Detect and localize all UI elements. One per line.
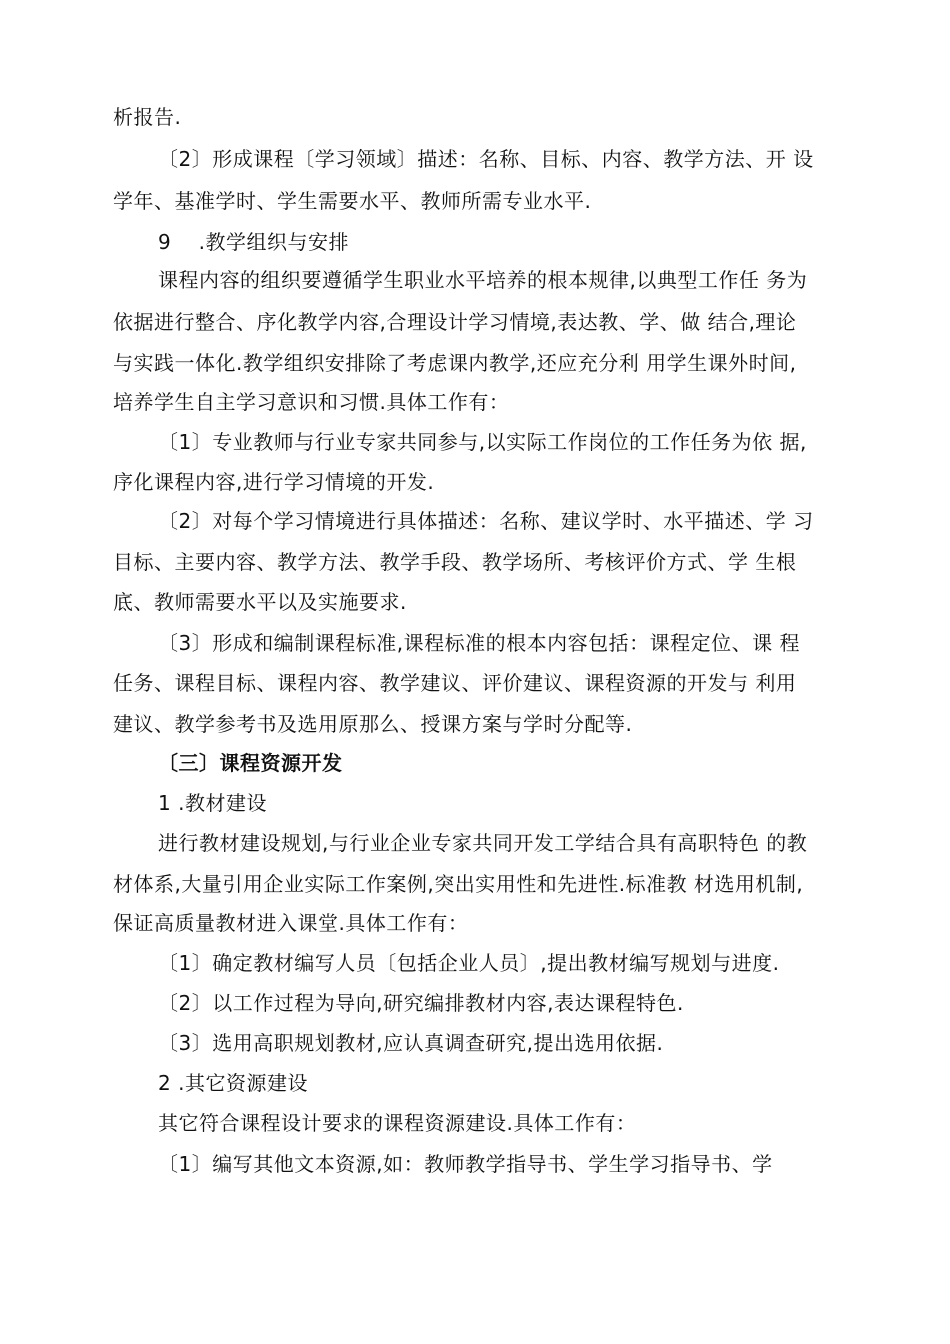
text-line: 〔1〕确定教材编写人员〔包括企业人员〕,提出教材编写规划与进度. — [158, 951, 780, 975]
text-line: 序化课程内容,进行学习情境的开发. — [113, 470, 435, 494]
text-line: 培养学生自主学习意识和习惯.具体工作有： — [113, 390, 510, 414]
section-heading: 1 .教材建设 — [158, 791, 267, 815]
text-line: 析报告. — [113, 105, 182, 129]
text-line: 任务、课程目标、课程内容、教学建议、评价建议、课程资源的开发与 利用 — [113, 671, 797, 695]
text-line: 学年、基准学时、学生需要水平、教师所需专业水平. — [113, 189, 592, 213]
text-line: 〔1〕编写其他文本资源,如：教师教学指导书、学生学习指导书、学 — [158, 1152, 773, 1176]
text-line: 目标、主要内容、教学方法、教学手段、教学场所、考核评价方式、学 生根 — [113, 550, 797, 574]
text-line: 〔2〕形成课程〔学习领域〕描述：名称、目标、内容、教学方法、开 设 — [158, 147, 814, 171]
section-heading: 〔三〕课程资源开发 — [158, 751, 343, 775]
text-line: 底、教师需要水平以及实施要求. — [113, 590, 407, 614]
text-line: 与实践一体化.教学组织安排除了考虑课内教学,还应充分利 用学生课外时间, — [113, 351, 797, 375]
text-line: 建议、教学参考书及选用原那么、授课方案与学时分配等. — [113, 712, 633, 736]
text-line: 〔3〕形成和编制课程标准,课程标准的根本内容包括：课程定位、课 程 — [158, 631, 800, 655]
text-line: 〔2〕对每个学习情境进行具体描述：名称、建议学时、水平描述、学 习 — [158, 509, 814, 533]
section-heading: 2 .其它资源建设 — [158, 1071, 308, 1095]
section-heading: 9 .教学组织与安排 — [158, 230, 349, 254]
text-line: 〔1〕专业教师与行业专家共同参与,以实际工作岗位的工作任务为依 据, — [158, 430, 807, 454]
text-line: 保证高质量教材进入课堂.具体工作有： — [113, 911, 469, 935]
text-line: 〔2〕以工作过程为导向,研究编排教材内容,表达课程特色. — [158, 991, 684, 1015]
text-line: 依据进行整合、序化教学内容,合理设计学习情境,表达教、学、做 结合,理论 — [113, 310, 797, 334]
text-line: 〔3〕选用高职规划教材,应认真调查研究,提出选用依据. — [158, 1031, 664, 1055]
text-line: 进行教材建设规划,与行业企业专家共同开发工学结合具有高职特色 的教 — [158, 831, 808, 855]
text-line: 其它符合课程设计要求的课程资源建设.具体工作有： — [158, 1111, 637, 1135]
text-line: 课程内容的组织要遵循学生职业水平培养的根本规律,以典型工作任 务为 — [158, 268, 808, 292]
text-line: 材体系,大量引用企业实际工作案例,突出实用性和先进性.标准教 材选用机制, — [113, 872, 804, 896]
